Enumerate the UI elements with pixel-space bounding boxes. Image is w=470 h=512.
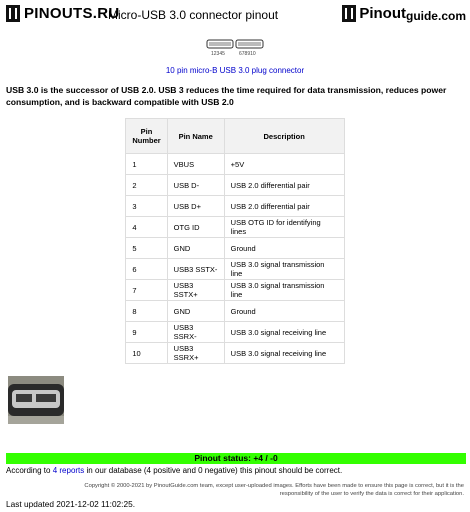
table-row [126, 175, 344, 196]
pin-description-cell: USB OTG ID for identifying lines [224, 217, 344, 238]
pin-name-cell: GND [167, 238, 224, 259]
header-pin-number: Pin Number [126, 119, 167, 154]
pin-name-cell: USB3 SSRX- [167, 322, 224, 343]
plug-figure [0, 38, 470, 75]
pinoutguide-logo[interactable] [342, 3, 466, 23]
connector-photo[interactable] [8, 376, 64, 424]
pin-name-cell: USB D- [167, 175, 224, 196]
table-row [126, 238, 344, 259]
pin-number-cell: 7 [126, 280, 167, 301]
pin-name-cell: USB3 SSTX- [167, 259, 224, 280]
pin-number-cell: 6 [126, 259, 167, 280]
pinouts-ru-logo[interactable] [6, 5, 120, 22]
pin-number-cell: 5 [126, 238, 167, 259]
pin-description-cell: USB 2.0 differential pair [224, 196, 344, 217]
reports-after: in our database (4 positive and 0 negative) this pinout should be correct. [84, 466, 343, 475]
pin-description-cell: USB 3.0 signal transmission line [224, 259, 344, 280]
reports-link[interactable]: 4 reports [52, 466, 85, 475]
pin-number-cell: 9 [126, 322, 167, 343]
table-row [126, 217, 344, 238]
pin-name-cell: VBUS [167, 154, 224, 175]
header-pin-name: Pin Name [167, 119, 224, 154]
pin-description-cell: USB 3.0 signal receiving line [224, 343, 344, 364]
reports-text [6, 466, 342, 475]
table-row [126, 196, 344, 217]
logo-guide-word: guide.com [405, 9, 466, 23]
table-row [126, 322, 344, 343]
connector-logo-icon [6, 5, 20, 22]
pin-name-cell: OTG ID [167, 217, 224, 238]
table-row [126, 154, 344, 175]
copyright-notice: Copyright © 2000-2021 by PinoutGuide.com team, except user-uploaded images. Efforts have been made to ensure this page is correct, but it is the responsibility of the user to verify the data is correct for their application. [84, 483, 464, 498]
table-row [126, 280, 344, 301]
pin-number-cell: 2 [126, 175, 167, 196]
pin-name-cell: GND [167, 301, 224, 322]
page-title: Micro-USB 3.0 connector pinout [108, 8, 279, 22]
pin-description-cell: Ground [224, 301, 344, 322]
pin-description-cell: Ground [224, 238, 344, 259]
pinout-status-bar: Pinout status: +4 / -0 [6, 453, 466, 464]
pin-description-cell: +5V [224, 154, 344, 175]
pin-name-cell: USB3 SSTX+ [167, 280, 224, 301]
logo-text: PINOUTS.RU [24, 5, 120, 22]
pin-number-cell: 10 [126, 343, 167, 364]
connector-photo-image [8, 376, 64, 424]
table-row [126, 259, 344, 280]
pin-name-cell: USB D+ [167, 196, 224, 217]
pin-number-cell: 1 [126, 154, 167, 175]
pin-description-cell: USB 3.0 signal transmission line [224, 280, 344, 301]
pin-number-cell: 3 [126, 196, 167, 217]
pin-description-cell: USB 3.0 signal receiving line [224, 322, 344, 343]
reports-before: According to [6, 466, 53, 475]
pin-number-cell: 8 [126, 301, 167, 322]
pin-name-cell: USB3 SSRX+ [167, 343, 224, 364]
header [0, 0, 470, 30]
table-row [126, 343, 344, 364]
intro-text: USB 3.0 is the successor of USB 2.0. USB 3 reduces the time required for data transmission, reduces power consumption, and is backward compatible with USB 2.0 [6, 85, 447, 107]
table-header-row [126, 119, 344, 154]
plug-caption-link[interactable]: 10 pin micro-B USB 3.0 plug connector [165, 66, 305, 75]
logo-pinout-word: Pinout [359, 4, 406, 22]
plug-label-right: 678910 [239, 51, 256, 57]
micro-usb3-plug-icon [205, 38, 265, 58]
pin-description-cell: USB 2.0 differential pair [224, 175, 344, 196]
plug-label-left: 12345 [211, 51, 225, 57]
last-updated: Last updated 2021-12-02 11:02:25. [6, 499, 136, 509]
pinout-table [125, 118, 344, 364]
header-description: Description [224, 119, 344, 154]
connector-logo-icon [342, 5, 356, 22]
table-row [126, 301, 344, 322]
pin-number-cell: 4 [126, 217, 167, 238]
